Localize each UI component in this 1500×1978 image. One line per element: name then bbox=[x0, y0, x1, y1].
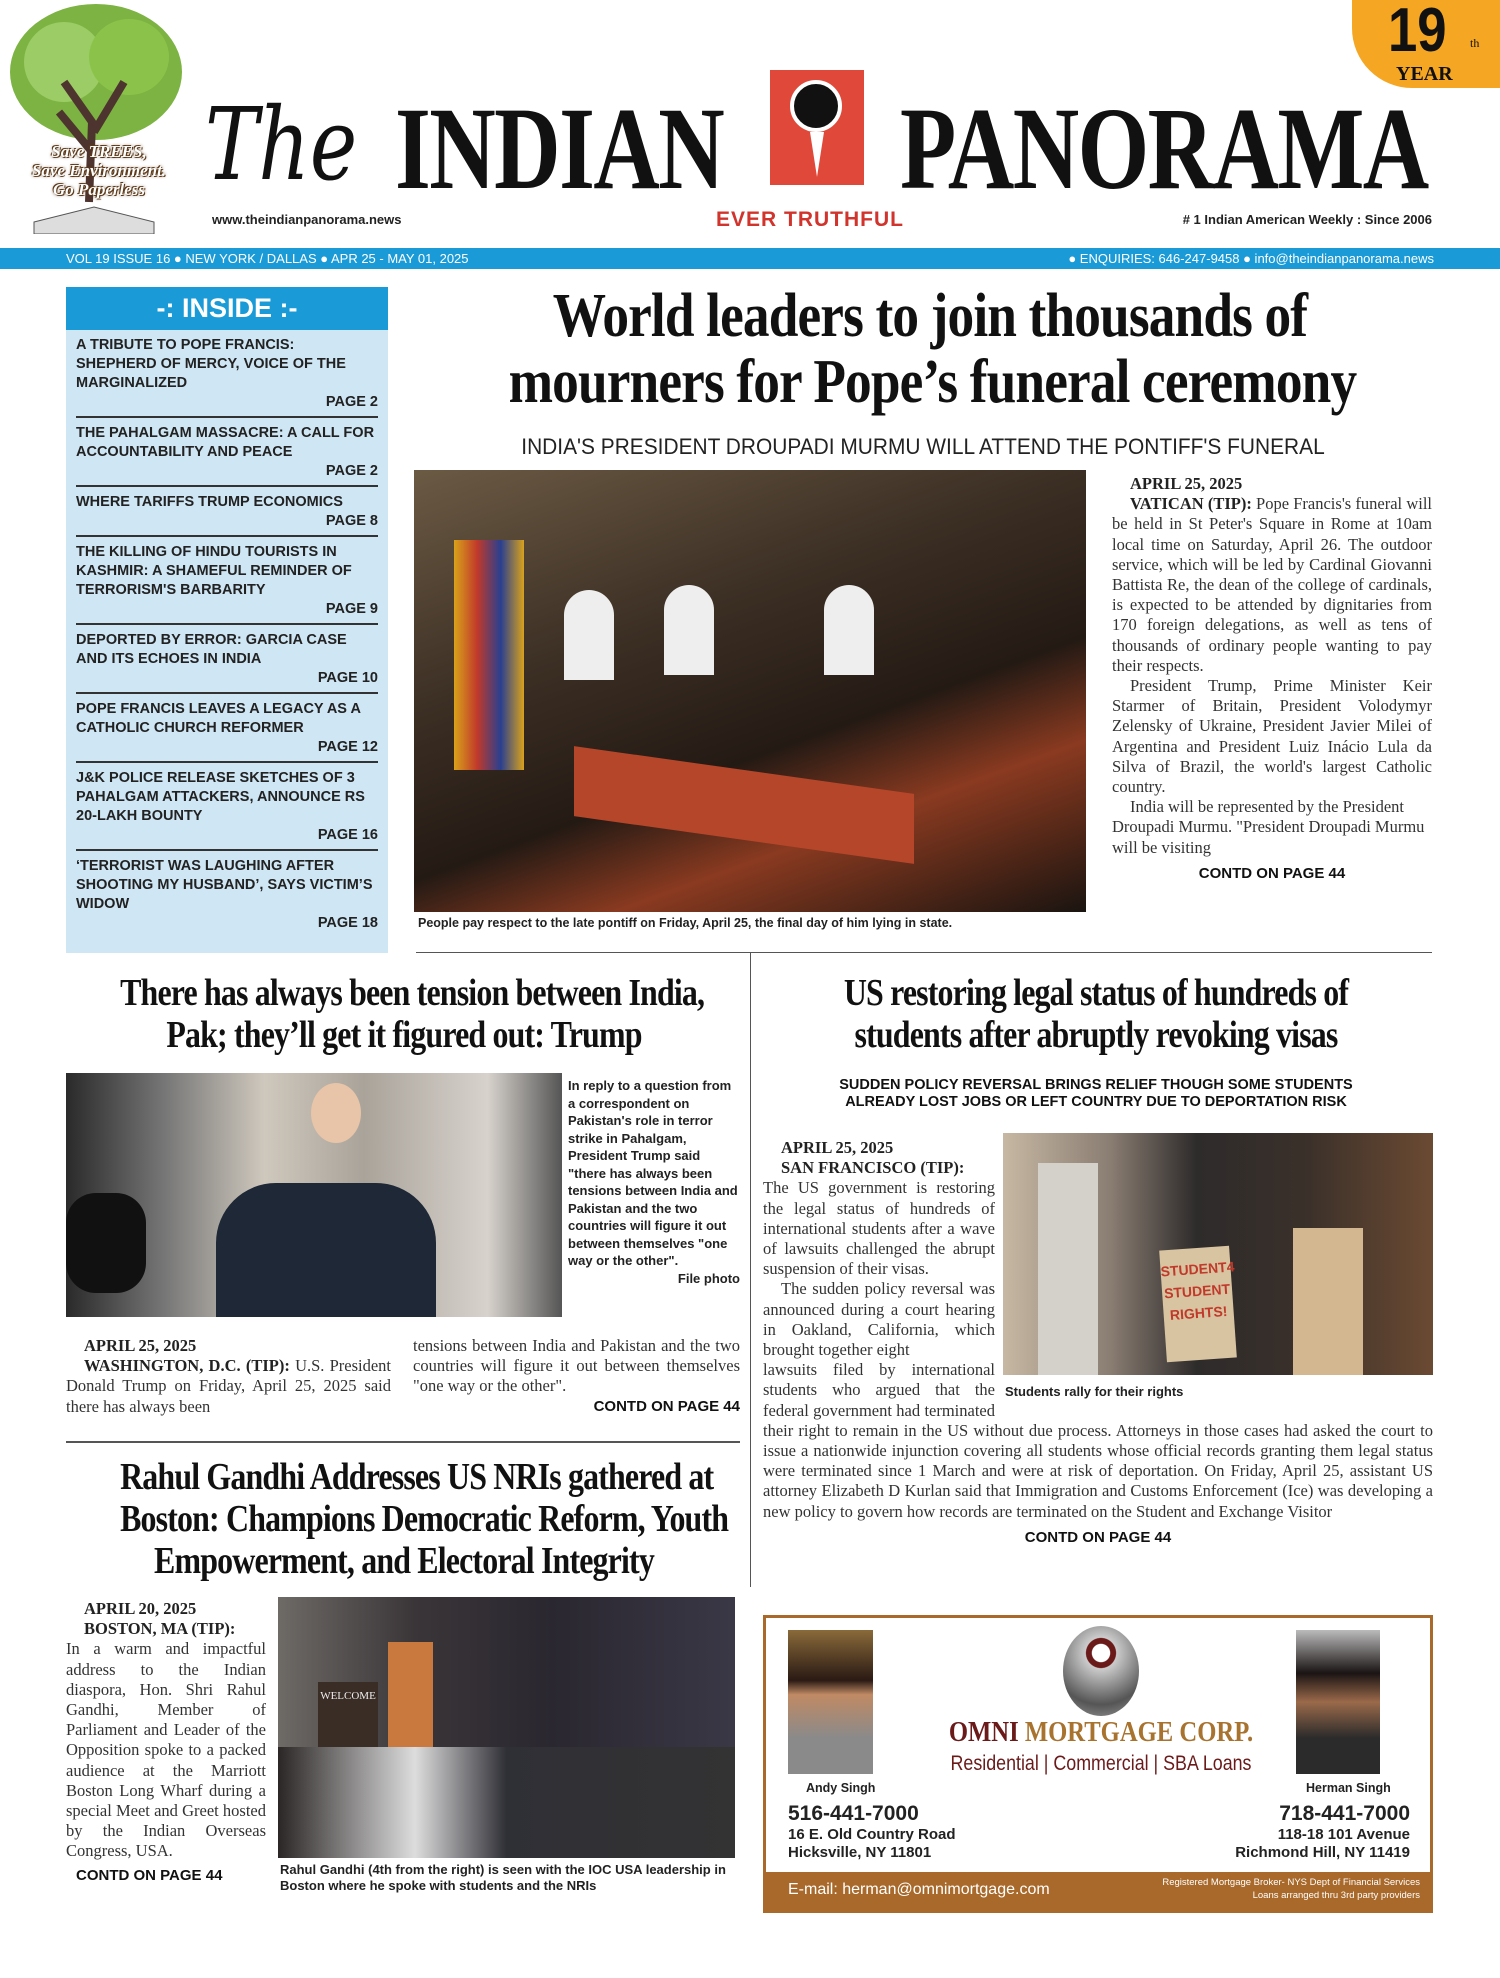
paragraph: Pope Francis's funeral will be held in St Peter's Square in Rome at 10am local time on Saturday, April 26. The outdoor service, which will be led by Cardinal Giovanni Battista Re, the dean of the college of cardinals, is expected to be attended by dignitaries from 170 foreign delegations, as well as tens of thousands of ordinary people wanting to pay their respects. bbox=[1112, 494, 1432, 675]
inside-item-title: A TRIBUTE TO POPE FRANCIS: SHEPHERD OF MERCY, VOICE OF THE MARGINALIZED bbox=[76, 337, 346, 391]
address-line: Hicksville, NY 11801 bbox=[788, 1844, 932, 1861]
inside-item-page: PAGE 16 bbox=[317, 827, 378, 843]
ad-note: Registered Mortgage Broker- NYS Dept of Financial Services bbox=[1162, 1877, 1420, 1888]
inside-item-page: PAGE 18 bbox=[317, 915, 378, 931]
ad-right-contact bbox=[1235, 1802, 1410, 1862]
rahul-headline bbox=[66, 1456, 742, 1582]
paragraph: India will be represented by the President Droupadi Murmu. "President Droupadi Murmu will be visiting bbox=[1112, 797, 1425, 857]
divider bbox=[66, 1441, 740, 1443]
photo-credit: File photo bbox=[677, 1270, 740, 1286]
herman-singh-photo bbox=[1296, 1630, 1380, 1774]
masthead-panorama: PANORAMA bbox=[900, 83, 1428, 214]
trump-photo bbox=[66, 1073, 562, 1317]
enquiries-info[interactable]: ● ENQUIRIES: 646-247-9458 ● info@theindianpanorama.news bbox=[1068, 251, 1434, 266]
students-subhead bbox=[760, 1077, 1432, 1111]
inside-item-title: DEPORTED BY ERROR: GARCIA CASE AND ITS ECHOES IN INDIA bbox=[76, 632, 347, 667]
sign-text: RIGHTS! bbox=[1169, 1302, 1228, 1323]
tree-icon bbox=[4, 2, 186, 234]
students-dateline: SAN FRANCISCO (TIP): bbox=[781, 1158, 965, 1178]
caption-text: In reply to a question from a correspondent on Pakistan's role in terror strike in Pahalgam, President Trump said "there has always been tensions between India and Pakistan and the two countries will figure it out between themselves "one way or the other". bbox=[568, 1078, 738, 1268]
inside-title: -: INSIDE :- bbox=[66, 287, 388, 330]
andy-singh-name: Andy Singh bbox=[806, 1781, 876, 1795]
inside-item[interactable] bbox=[76, 537, 378, 625]
headline-line: Empowerment, and Electoral Integrity bbox=[154, 1540, 654, 1582]
eco-line: Save TREES, bbox=[51, 142, 147, 161]
headline-line: US restoring legal status of hundreds of bbox=[843, 972, 1349, 1014]
lead-article bbox=[1112, 474, 1432, 884]
pen-logo bbox=[770, 70, 864, 185]
company-name-part: MORTGAGE CORP. bbox=[1024, 1716, 1254, 1748]
subhead-line: SUDDEN POLICY REVERSAL BRINGS RELIEF THOUGH SOME STUDENTS bbox=[839, 1077, 1353, 1093]
headline-line: mourners for Pope’s funeral ceremony bbox=[508, 348, 1357, 416]
students-date: APRIL 25, 2025 bbox=[781, 1138, 894, 1157]
ad-left-contact bbox=[788, 1802, 956, 1862]
trump-article-col2 bbox=[413, 1336, 740, 1416]
inside-item-page: PAGE 9 bbox=[325, 601, 378, 617]
students-photo-caption: Students rally for their rights bbox=[1005, 1384, 1184, 1399]
herman-singh-name: Herman Singh bbox=[1306, 1781, 1391, 1795]
save-trees-logo bbox=[4, 2, 186, 234]
inside-item-page: PAGE 12 bbox=[317, 739, 378, 755]
anniversary-badge bbox=[1352, 0, 1500, 88]
headline-line: There has always been tension between India, bbox=[120, 972, 705, 1014]
anniversary-suffix: th bbox=[1470, 36, 1480, 50]
paragraph: The US government is restoring the legal status of hundreds of international students after a wave of lawsuits challenged the abrupt suspension of their visas. bbox=[763, 1178, 995, 1279]
inside-item-title: J&K POLICE RELEASE SKETCHES OF 3 PAHALGAM ATTACKERS, ANNOUNCE RS 20-LAKH BOUNTY bbox=[76, 770, 365, 824]
headline-line: World leaders to join thousands of bbox=[552, 282, 1308, 350]
globe-house-icon bbox=[1063, 1626, 1139, 1716]
inside-item-page: PAGE 2 bbox=[325, 394, 378, 410]
address-line: 16 E. Old Country Road bbox=[788, 1826, 956, 1843]
anniversary-label: YEAR bbox=[1396, 63, 1453, 85]
inside-item[interactable] bbox=[76, 487, 378, 537]
inside-item[interactable] bbox=[76, 330, 378, 418]
inside-item-title: WHERE TARIFFS TRUMP ECONOMICS bbox=[76, 494, 343, 510]
rahul-date: APRIL 20, 2025 bbox=[84, 1599, 197, 1618]
headline-line: Pak; they’ll get it figured out: Trump bbox=[166, 1014, 642, 1056]
students-headline bbox=[760, 972, 1432, 1056]
inside-item-title: ‘TERRORIST WAS LAUGHING AFTER SHOOTING MY HUSBAND’, SAYS VICTIM’S WIDOW bbox=[76, 858, 373, 912]
students-photo bbox=[1003, 1133, 1433, 1375]
rahul-dateline: BOSTON, MA (TIP): bbox=[84, 1619, 236, 1639]
eco-line: Go Paperless bbox=[52, 180, 146, 199]
rahul-photo-caption: Rahul Gandhi (4th from the right) is seen with the IOC USA leadership in Boston where he spoke with students and the NRIs bbox=[280, 1862, 726, 1893]
inside-item-page: PAGE 10 bbox=[317, 670, 378, 686]
inside-item-page: PAGE 8 bbox=[325, 513, 378, 529]
lead-photo bbox=[414, 470, 1086, 912]
rahul-article bbox=[66, 1599, 266, 1886]
paragraph: In a warm and impactful address to the Indian diaspora, Hon. Shri Rahul Gandhi, Member of Parliament and Leader of the Opposition spoke to a packed audience at the Marriott Boston Long Wharf during a special Meet and Greet hosted by the Indian Overseas Congress, USA. bbox=[66, 1639, 266, 1861]
contd-link[interactable]: CONTD ON PAGE 44 bbox=[593, 1397, 740, 1415]
paragraph: tensions between India and Pakistan and the two countries will figure it out between themselves "one way or the other". bbox=[413, 1336, 740, 1396]
inside-item[interactable] bbox=[76, 851, 378, 937]
headline-line: students after abruptly revoking visas bbox=[854, 1014, 1338, 1056]
welcome-banner: WELCOME bbox=[318, 1682, 378, 1752]
headline-line: Boston: Champions Democratic Reform, Youth bbox=[120, 1498, 729, 1540]
trump-date: APRIL 25, 2025 bbox=[84, 1336, 197, 1355]
ad-email[interactable]: E-mail: herman@omnimortgage.com bbox=[788, 1881, 1050, 1898]
paragraph: U.S. President Donald Trump on Friday, April 25, 2025 said there has always been bbox=[66, 1356, 392, 1416]
contd-link[interactable]: CONTD ON PAGE 44 bbox=[1024, 1528, 1172, 1546]
students-article-full: lawsuits filed by international students who argued that the federal government had terminated their right to remain in the US without due process. Attorneys in those cases had asked the court to issue a nationwide injunction covering all students whose official records granting them legal status were terminated since 1 March and were at risk of deportation. On Friday, April 25, assistant US attorney Elizabeth D Kurlan said that Immigration and Customs Enforcement (Ice) was developing a new policy to govern how records are terminated on the Student and Exchange Visitor bbox=[763, 1360, 1433, 1521]
eco-line: Save Environment. bbox=[31, 161, 167, 180]
paragraph: President Trump, Prime Minister Keir Starmer of Britain, President Volodymyr Zelensky of Ukraine, President Javier Milei of Argentina and President Luiz Inácio Lula da Silva of Brazil, the world's largest Catholic country. bbox=[1112, 676, 1432, 797]
lead-date: APRIL 25, 2025 bbox=[1130, 474, 1243, 493]
rahul-photo bbox=[278, 1597, 735, 1858]
address-line: 118-18 101 Avenue bbox=[1277, 1826, 1410, 1843]
inside-item-page: PAGE 2 bbox=[325, 463, 378, 479]
inside-item[interactable] bbox=[76, 418, 378, 487]
lead-subhead: INDIA'S PRESIDENT DROUPADI MURMU WILL ATTEND THE PONTIFF'S FUNERAL bbox=[521, 434, 1325, 459]
ad-services: Residential | Commercial | SBA Loans bbox=[950, 1752, 1252, 1775]
masthead-the: The bbox=[205, 86, 358, 203]
contd-link[interactable]: CONTD ON PAGE 44 bbox=[1198, 864, 1346, 882]
paragraph: The sudden policy reversal was announced during a court hearing in Oakland, California, which brought together eight bbox=[763, 1279, 995, 1360]
inside-item-title: THE KILLING OF HINDU TOURISTS IN KASHMIR: A SHAMEFUL REMINDER OF TERRORISM'S BARBARITY bbox=[76, 544, 352, 598]
subhead-line: ALREADY LOST JOBS OR LEFT COUNTRY DUE TO DEPORTATION RISK bbox=[845, 1094, 1347, 1110]
omni-mortgage-ad[interactable] bbox=[763, 1615, 1433, 1913]
trump-headline bbox=[66, 972, 742, 1056]
inside-item-title: THE PAHALGAM MASSACRE: A CALL FOR ACCOUNTABILITY AND PEACE bbox=[76, 425, 375, 460]
lead-photo-caption: People pay respect to the late pontiff on Friday, April 25, the final day of him lying in state. bbox=[418, 916, 953, 930]
inside-item[interactable] bbox=[76, 763, 378, 851]
issue-info: VOL 19 ISSUE 16 ● NEW YORK / DALLAS ● APR 25 - MAY 01, 2025 bbox=[66, 251, 469, 266]
masthead-indian: INDIAN bbox=[395, 83, 724, 214]
contd-link[interactable]: CONTD ON PAGE 44 bbox=[76, 1866, 223, 1884]
phone-number[interactable]: 516-441-7000 bbox=[788, 1802, 919, 1825]
ad-footer bbox=[766, 1872, 1430, 1910]
slogan: # 1 Indian American Weekly : Since 2006 bbox=[1182, 212, 1432, 227]
phone-number[interactable]: 718-441-7000 bbox=[1279, 1802, 1410, 1825]
address-line: Richmond Hill, NY 11419 bbox=[1235, 1844, 1410, 1861]
ad-note: Loans arranged thru 3rd party providers bbox=[1252, 1890, 1420, 1901]
trump-side-caption bbox=[568, 1077, 740, 1287]
inside-item[interactable] bbox=[76, 625, 378, 694]
inside-item-title: POPE FRANCIS LEAVES A LEGACY AS A CATHOLIC CHURCH REFORMER bbox=[76, 701, 361, 736]
website-link[interactable]: www.theindianpanorama.news bbox=[212, 212, 402, 227]
inside-item[interactable] bbox=[76, 694, 378, 763]
info-bar bbox=[0, 248, 1500, 269]
sign-text: STUDENT bbox=[1163, 1280, 1231, 1302]
divider bbox=[416, 952, 1432, 953]
trump-dateline: WASHINGTON, D.C. (TIP): bbox=[84, 1356, 290, 1376]
headline-line: Rahul Gandhi Addresses US NRIs gathered at bbox=[120, 1456, 714, 1498]
protest-sign bbox=[1159, 1246, 1237, 1363]
sign-text: STUDENT4 bbox=[1160, 1258, 1235, 1280]
inside-box bbox=[66, 287, 388, 953]
ad-notes bbox=[1162, 1876, 1420, 1902]
column-divider bbox=[750, 952, 751, 1587]
lead-headline bbox=[440, 283, 1420, 415]
trump-article-col1 bbox=[66, 1336, 391, 1417]
tagline: EVER TRUTHFUL bbox=[716, 208, 904, 231]
company-name-part: OMNI bbox=[948, 1716, 1019, 1748]
company-name bbox=[944, 1716, 1259, 1749]
lead-dateline: VATICAN (TIP): bbox=[1130, 494, 1252, 514]
anniversary-number: 19 bbox=[1388, 0, 1447, 65]
andy-singh-photo bbox=[788, 1630, 873, 1774]
